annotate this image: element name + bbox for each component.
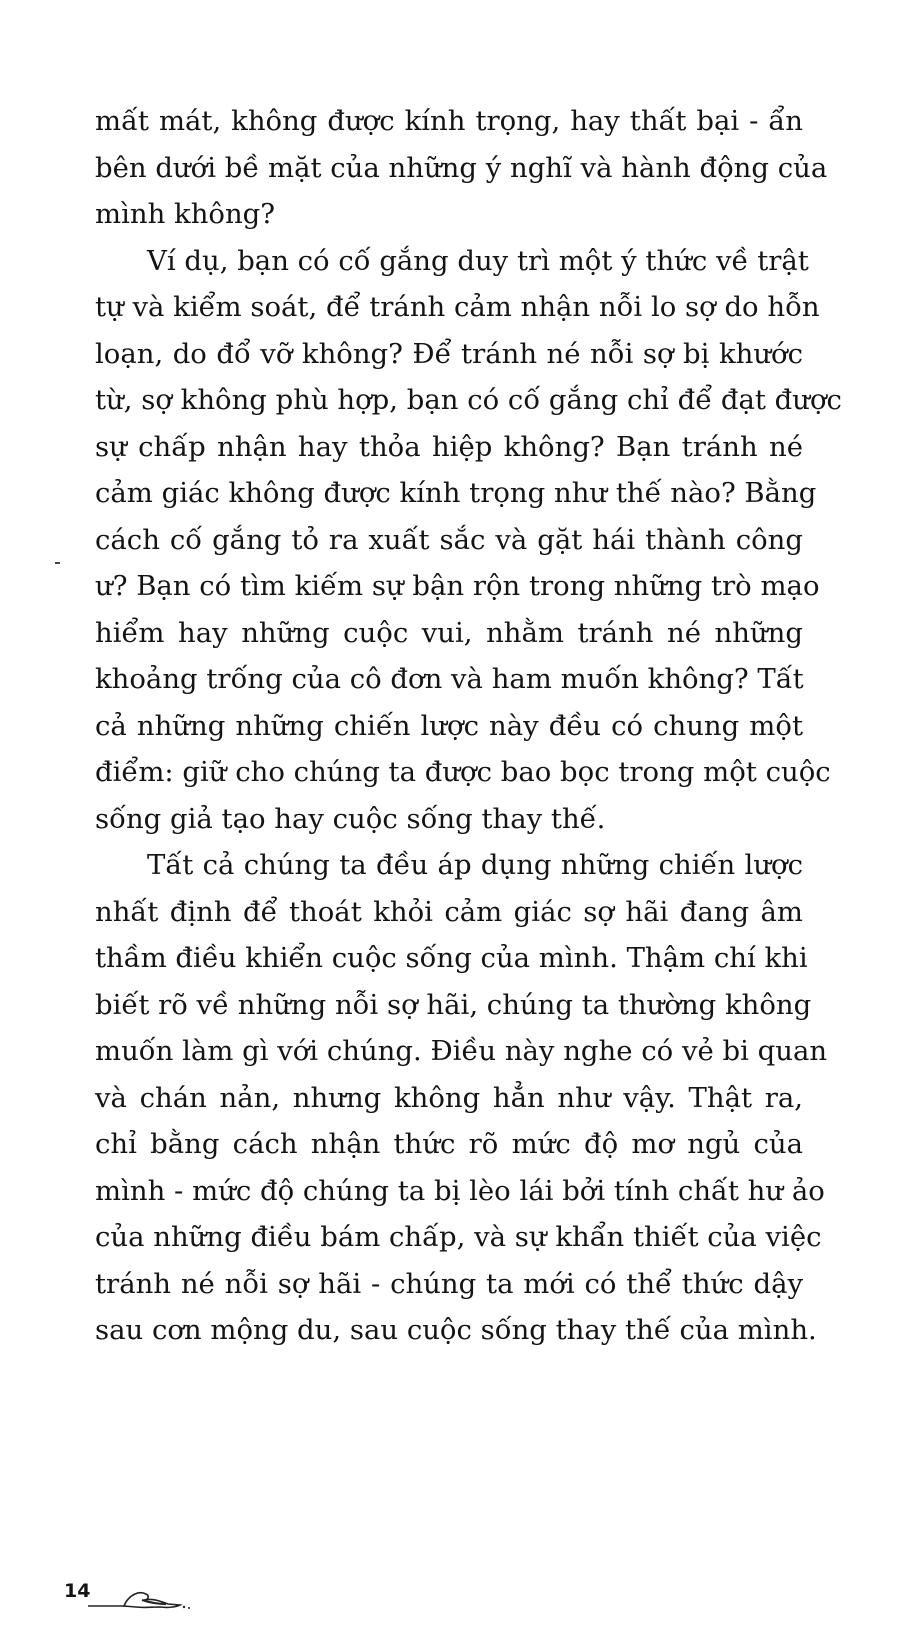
text-line: sau cơn mộng du, sau cuộc sống thay thế của mình. xyxy=(95,1314,817,1346)
text-line: muốn làm gì với chúng. Điều này nghe có vẻ bi quan xyxy=(95,1035,828,1067)
body-text xyxy=(95,98,842,1354)
text-line: cả những những chiến lược này đều có chung một xyxy=(95,709,803,742)
paragraph xyxy=(95,842,828,1354)
text-line: khoảng trống của cô đơn và ham muốn không? Tất xyxy=(95,663,804,695)
text-line: cách cố gắng tỏ ra xuất sắc và gặt hái thành công xyxy=(95,523,803,556)
text-line: của những điều bám chấp, và sự khẩn thiết của việc xyxy=(95,1221,822,1253)
text-line: tránh né nỗi sợ hãi - chúng ta mới có thể thức dậy xyxy=(95,1267,803,1300)
text-line: hiểm hay những cuộc vui, nhằm tránh né những xyxy=(95,616,803,649)
text-line: thầm điều khiển cuộc sống của mình. Thậm chí khi xyxy=(95,942,808,974)
bird-ornament-icon xyxy=(88,1578,198,1616)
text-line: và chán nản, nhưng không hẳn như vậy. Thật ra, xyxy=(95,1081,803,1114)
text-line: bên dưới bề mặt của những ý nghĩ và hành động của xyxy=(95,151,828,184)
text-line: cảm giác không được kính trọng như thế nào? Bằng xyxy=(95,477,817,509)
text-line: mình - mức độ chúng ta bị lèo lái bởi tính chất hư ảo xyxy=(95,1174,825,1207)
text-line: từ, sợ không phù hợp, bạn có cố gắng chỉ để đạt được xyxy=(95,384,842,416)
page-number: 14 xyxy=(64,1580,91,1602)
text-line: chỉ bằng cách nhận thức rõ mức độ mơ ngủ của xyxy=(95,1128,803,1160)
text-line: mất mát, không được kính trọng, hay thất bại - ẩn xyxy=(95,105,803,137)
text-line: ư? Bạn có tìm kiếm sự bận rộn trong những trò mạo xyxy=(95,570,820,602)
margin-mark xyxy=(55,562,60,564)
text-line: nhất định để thoát khỏi cảm giác sợ hãi đang âm xyxy=(95,895,803,928)
text-line: Tất cả chúng ta đều áp dụng những chiến lược xyxy=(147,849,803,881)
text-line: điểm: giữ cho chúng ta được bao bọc trong một cuộc xyxy=(95,756,831,788)
text-line: sống giả tạo hay cuộc sống thay thế. xyxy=(95,802,606,835)
text-line: mình không? xyxy=(95,198,276,230)
text-line: biết rõ về những nỗi sợ hãi, chúng ta thường không xyxy=(95,988,812,1021)
paragraph xyxy=(95,238,842,843)
page-footer xyxy=(64,1578,204,1618)
text-line: sự chấp nhận hay thỏa hiệp không? Bạn tránh né xyxy=(95,430,803,463)
paragraph xyxy=(95,98,828,238)
text-line: tự và kiểm soát, để tránh cảm nhận nỗi lo sợ do hỗn xyxy=(95,291,820,323)
text-line: loạn, do đổ vỡ không? Để tránh né nỗi sợ bị khước xyxy=(95,337,803,370)
text-line: Ví dụ, bạn có cố gắng duy trì một ý thức về trật xyxy=(147,244,809,277)
